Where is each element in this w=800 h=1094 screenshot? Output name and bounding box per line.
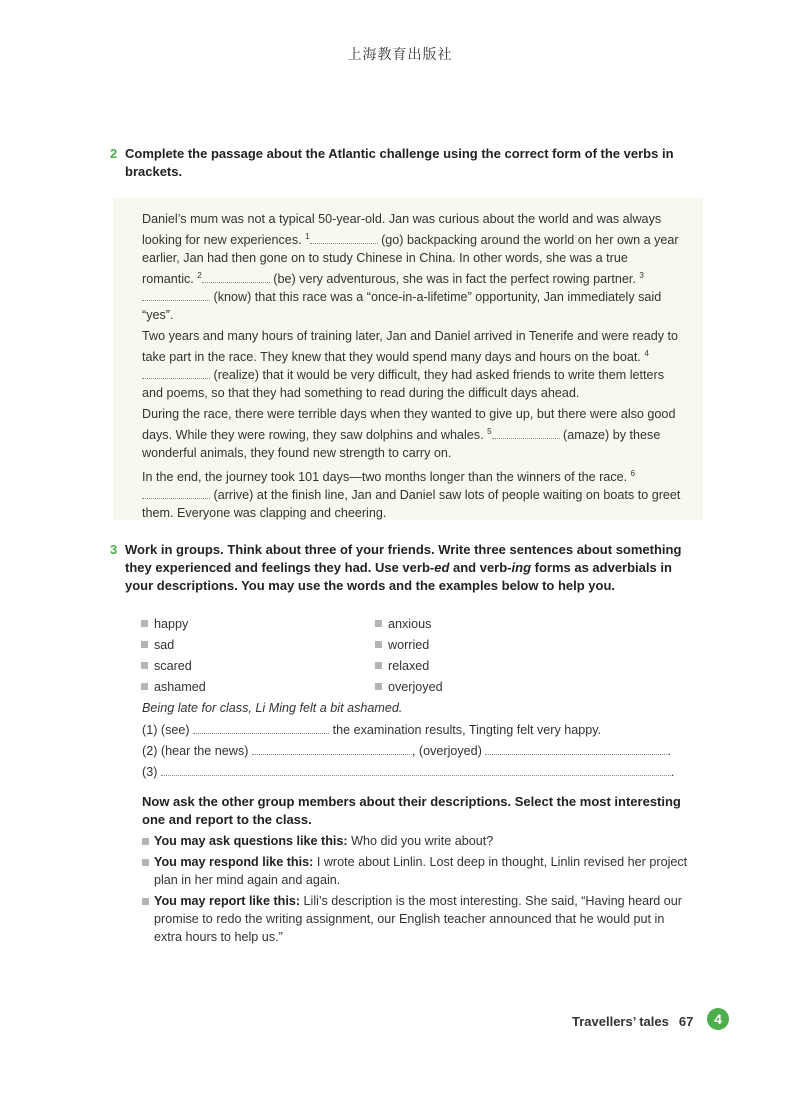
writing-line-2 [142, 741, 671, 761]
bullet-square-icon [141, 641, 148, 648]
unit-badge: 4 [707, 1008, 729, 1030]
passage-text-3a: During the race, there were terrible days when they wanted to give up, but there were also good days. While they were rowing, they saw dolphins and whales. [142, 407, 676, 442]
answer-blank-3[interactable] [161, 762, 671, 776]
word-item [141, 635, 174, 656]
passage-text-1c: (be) very adventurous, she was in fact the perfect rowing partner. [269, 272, 640, 286]
passage-box [113, 198, 703, 520]
word-item [375, 614, 431, 635]
question-3-ing: ing [511, 560, 532, 575]
publisher-header: 上海教育出版社 [347, 47, 453, 63]
bullet-square-icon [142, 859, 149, 866]
bullet-square-icon [141, 662, 148, 669]
word-label: sad [154, 638, 175, 652]
word-label: worried [388, 638, 430, 652]
prompt-text: Lili’s description is the most interesting. She said, “Having heard our promise to redo the writing assignment, our English teacher announced that he would put in extra hours to help us.” [154, 894, 683, 944]
prompt-text: I wrote about Linlin. Lost deep in thought, Linlin revised her project plan in her mind again and again. [154, 855, 688, 887]
line-1-text: the examination results, Tingting felt very happy. [329, 723, 602, 737]
passage-text-4b: (arrive) at the finish line, Jan and Daniel saw lots of people waiting on boats to greet them. Everyone was clapping and cheering. [142, 488, 681, 520]
bullet-square-icon [141, 620, 148, 627]
line-2-prompt-b: , (overjoyed) [411, 744, 486, 758]
blank-number-3: 3 [639, 271, 644, 280]
answer-blank-2b[interactable] [485, 741, 667, 755]
word-label: overjoyed [388, 680, 443, 694]
blank-5[interactable] [492, 426, 560, 439]
passage-text-3b: (amaze) by these wonderful animals, they found new strength to carry on. [142, 428, 661, 460]
passage-paragraph-1 [142, 210, 682, 324]
bullet-square-icon [375, 683, 382, 690]
page-number: 67 [678, 1014, 694, 1029]
line-1-prompt: (1) (see) [142, 723, 194, 737]
word-label: ashamed [154, 680, 206, 694]
passage-text-1a: Daniel’s mum was not a typical 50-year-old. Jan was curious about the world and was always looking for new experiences. [142, 212, 662, 247]
bullet-square-icon [375, 620, 382, 627]
blank-number-2: 2 [197, 271, 202, 280]
passage-text [142, 210, 682, 525]
bullet-square-icon [142, 898, 149, 905]
word-label: scared [154, 659, 192, 673]
line-3-prompt: (3) [142, 765, 161, 779]
blank-6[interactable] [142, 486, 210, 499]
word-item [375, 677, 443, 698]
question-3-text-b: and verb- [449, 560, 512, 575]
word-item [141, 656, 192, 677]
prompt-ask [142, 832, 692, 850]
prompt-text: Who did you write about? [347, 834, 494, 848]
bullet-square-icon [375, 641, 382, 648]
blank-number-4: 4 [644, 349, 649, 358]
bullet-square-icon [141, 683, 148, 690]
line-2-prompt: (2) (hear the news) [142, 744, 252, 758]
blank-2[interactable] [202, 270, 270, 283]
passage-text-1d: (know) that this race was a “once-in-a-lifetime” opportunity, Jan immediately said “yes”. [142, 290, 662, 322]
passage-text-2a: Two years and many hours of training later, Jan and Daniel arrived in Tenerife and were ready to take part in the race. They knew that they would spend many days and hours on the boat. [142, 329, 679, 364]
bullet-square-icon [375, 662, 382, 669]
writing-line-1 [142, 720, 601, 740]
question-2-number: 2 [110, 146, 118, 161]
passage-paragraph-4 [142, 465, 682, 522]
blank-number-6: 6 [630, 469, 636, 478]
prompt-report [142, 892, 692, 946]
question-3-ed: ed [434, 560, 450, 575]
prompt-label: You may respond like this: [154, 855, 314, 869]
answer-blank-1[interactable] [193, 720, 329, 734]
prompt-label: You may ask questions like this: [154, 834, 348, 848]
blank-number-1: 1 [305, 232, 310, 241]
answer-blank-2a[interactable] [252, 741, 412, 755]
blank-1[interactable] [310, 231, 378, 244]
bullet-square-icon [142, 838, 149, 845]
word-item [375, 635, 429, 656]
line-2-period: . [667, 744, 671, 758]
passage-paragraph-3 [142, 405, 682, 462]
word-label: anxious [388, 617, 432, 631]
question-3-number: 3 [110, 542, 118, 557]
speaking-prompts [142, 832, 692, 949]
passage-text-4a: In the end, the journey took 101 days—two months longer than the winners of the race. [142, 470, 631, 484]
follow-up-instruction: Now ask the other group members about their descriptions. Select the most interesting one and report to the class. [142, 794, 681, 827]
passage-paragraph-2 [142, 327, 682, 402]
passage-text-2b: (realize) that it would be very difficult, they had asked friends to write them letters and poems, so that they had something to read during the difficult days ahead. [142, 368, 665, 400]
word-item [141, 677, 206, 698]
question-3-text-a: Work in groups. Think about three of your friends. Write three sentences about something they experienced and feelings they had. Use verb- [125, 542, 682, 575]
blank-4[interactable] [142, 366, 210, 379]
question-2-instruction [110, 145, 685, 181]
question-2-text: Complete the passage about the Atlantic challenge using the correct form of the verbs in brackets. [125, 146, 674, 179]
unit-title: Travellers’ tales [572, 1014, 669, 1029]
word-label: relaxed [388, 659, 430, 673]
question-3-instruction [110, 541, 685, 595]
blank-3[interactable] [142, 288, 210, 301]
blank-number-5: 5 [487, 427, 492, 436]
word-item [375, 656, 429, 677]
question-3-text-c: forms as adverbials in your descriptions. You may use the words and the examples below to help you. [125, 560, 672, 593]
word-item [141, 614, 188, 635]
passage-text-1b: (go) backpacking around the world on her own a year earlier, Jan had then gone on to study Chinese in China. In other words, she was a true romantic. [142, 233, 679, 286]
example-sentence: Being late for class, Li Ming felt a bit ashamed. [142, 701, 403, 715]
line-3-period: . [670, 765, 675, 779]
page-footer [572, 1014, 693, 1029]
prompt-respond [142, 853, 692, 889]
writing-line-3 [142, 762, 674, 782]
word-label: happy [154, 617, 189, 631]
prompt-label: You may report like this: [154, 894, 301, 908]
